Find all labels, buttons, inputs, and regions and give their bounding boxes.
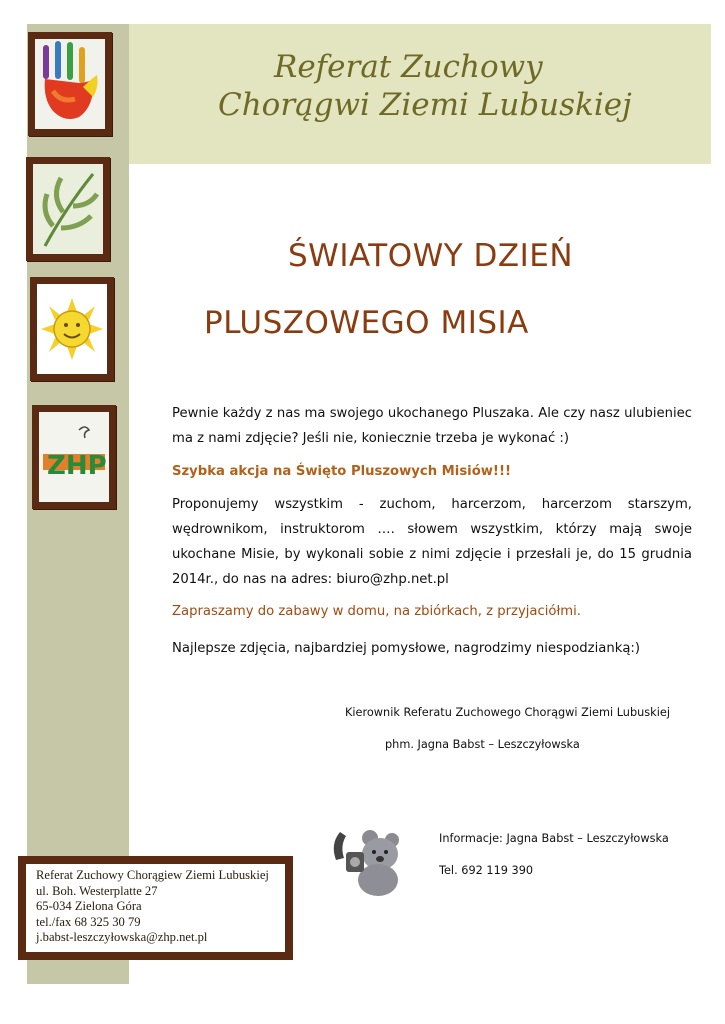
- address-box: [18, 856, 293, 960]
- handprint-tile: [28, 32, 112, 136]
- org-title-line2: Chorągwi Ziemi Lubuskiej: [218, 87, 632, 123]
- address-line-street: ul. Boh. Westerplatte 27: [36, 883, 158, 898]
- teddy-bear-phone-icon: [322, 824, 402, 898]
- reward-line: Najlepsze zdjęcia, najbardziej pomysłowe, nagrodzimy niespodzianką:): [172, 641, 640, 656]
- signature-role: Kierownik Referatu Zuchowego Chorągwi Ziemi Lubuskiej: [345, 706, 670, 719]
- page-title-line2: PLUSZOWEGO MISIA: [204, 305, 529, 341]
- address-line-org: Referat Zuchowy Chorągiew Ziemi Lubuskiej: [36, 868, 269, 882]
- action-headline: Szybka akcja na Święto Pluszowych Misiów!!!: [172, 464, 511, 479]
- address-line-city: 65-034 Zielona Góra: [36, 899, 142, 913]
- org-title-line1: Referat Zuchowy: [274, 49, 543, 85]
- sun-tile: [30, 277, 114, 381]
- leaf-icon: [33, 164, 103, 254]
- leaf-tile: [26, 157, 110, 261]
- intro-paragraph: Pewnie każdy z nas ma swojego ukochanego Pluszaka. Ale czy nasz ulubieniec ma z nami zdjęcie? Jeśli nie, koniecznie trzeba je wykonać :): [172, 406, 692, 446]
- zhp-logo-tile: [32, 405, 116, 509]
- address-line-email: j.babst-leszczyłowska@zhp.net.pl: [36, 930, 208, 944]
- teddy-bear-phone-image: [322, 824, 402, 898]
- signature-name: phm. Jagna Babst – Leszczyłowska: [385, 738, 580, 751]
- address-content: [26, 864, 285, 952]
- org-title: [218, 48, 638, 124]
- page-title-line1: ŚWIATOWY DZIEŃ: [288, 238, 574, 274]
- zhp-logo-icon: [39, 412, 109, 502]
- invitation-line: Zapraszamy do zabawy w domu, na zbiórkach, z przyjaciółmi.: [172, 604, 581, 619]
- sun-icon: [37, 284, 107, 374]
- address-line-phone: tel./fax 68 325 30 79: [36, 914, 141, 929]
- zhp-logo-text: ZHP: [47, 451, 107, 481]
- contact-phone: Tel. 692 119 390: [439, 864, 534, 877]
- contact-info: Informacje: Jagna Babst – Leszczyłowska: [439, 832, 669, 845]
- handprint-icon: [35, 39, 105, 129]
- proposal-paragraph: Proponujemy wszystkim - zuchom, harcerzom, harcerzom starszym, wędrownikom, instruktorom …. słowem wszystkim, którzy mają swoje ukochane Misie, by wykonali sobie z nimi zdjęcie i przesłali je, do 15 grudnia 2014r., do nas na adres: biuro@zhp.net.pl: [172, 497, 692, 587]
